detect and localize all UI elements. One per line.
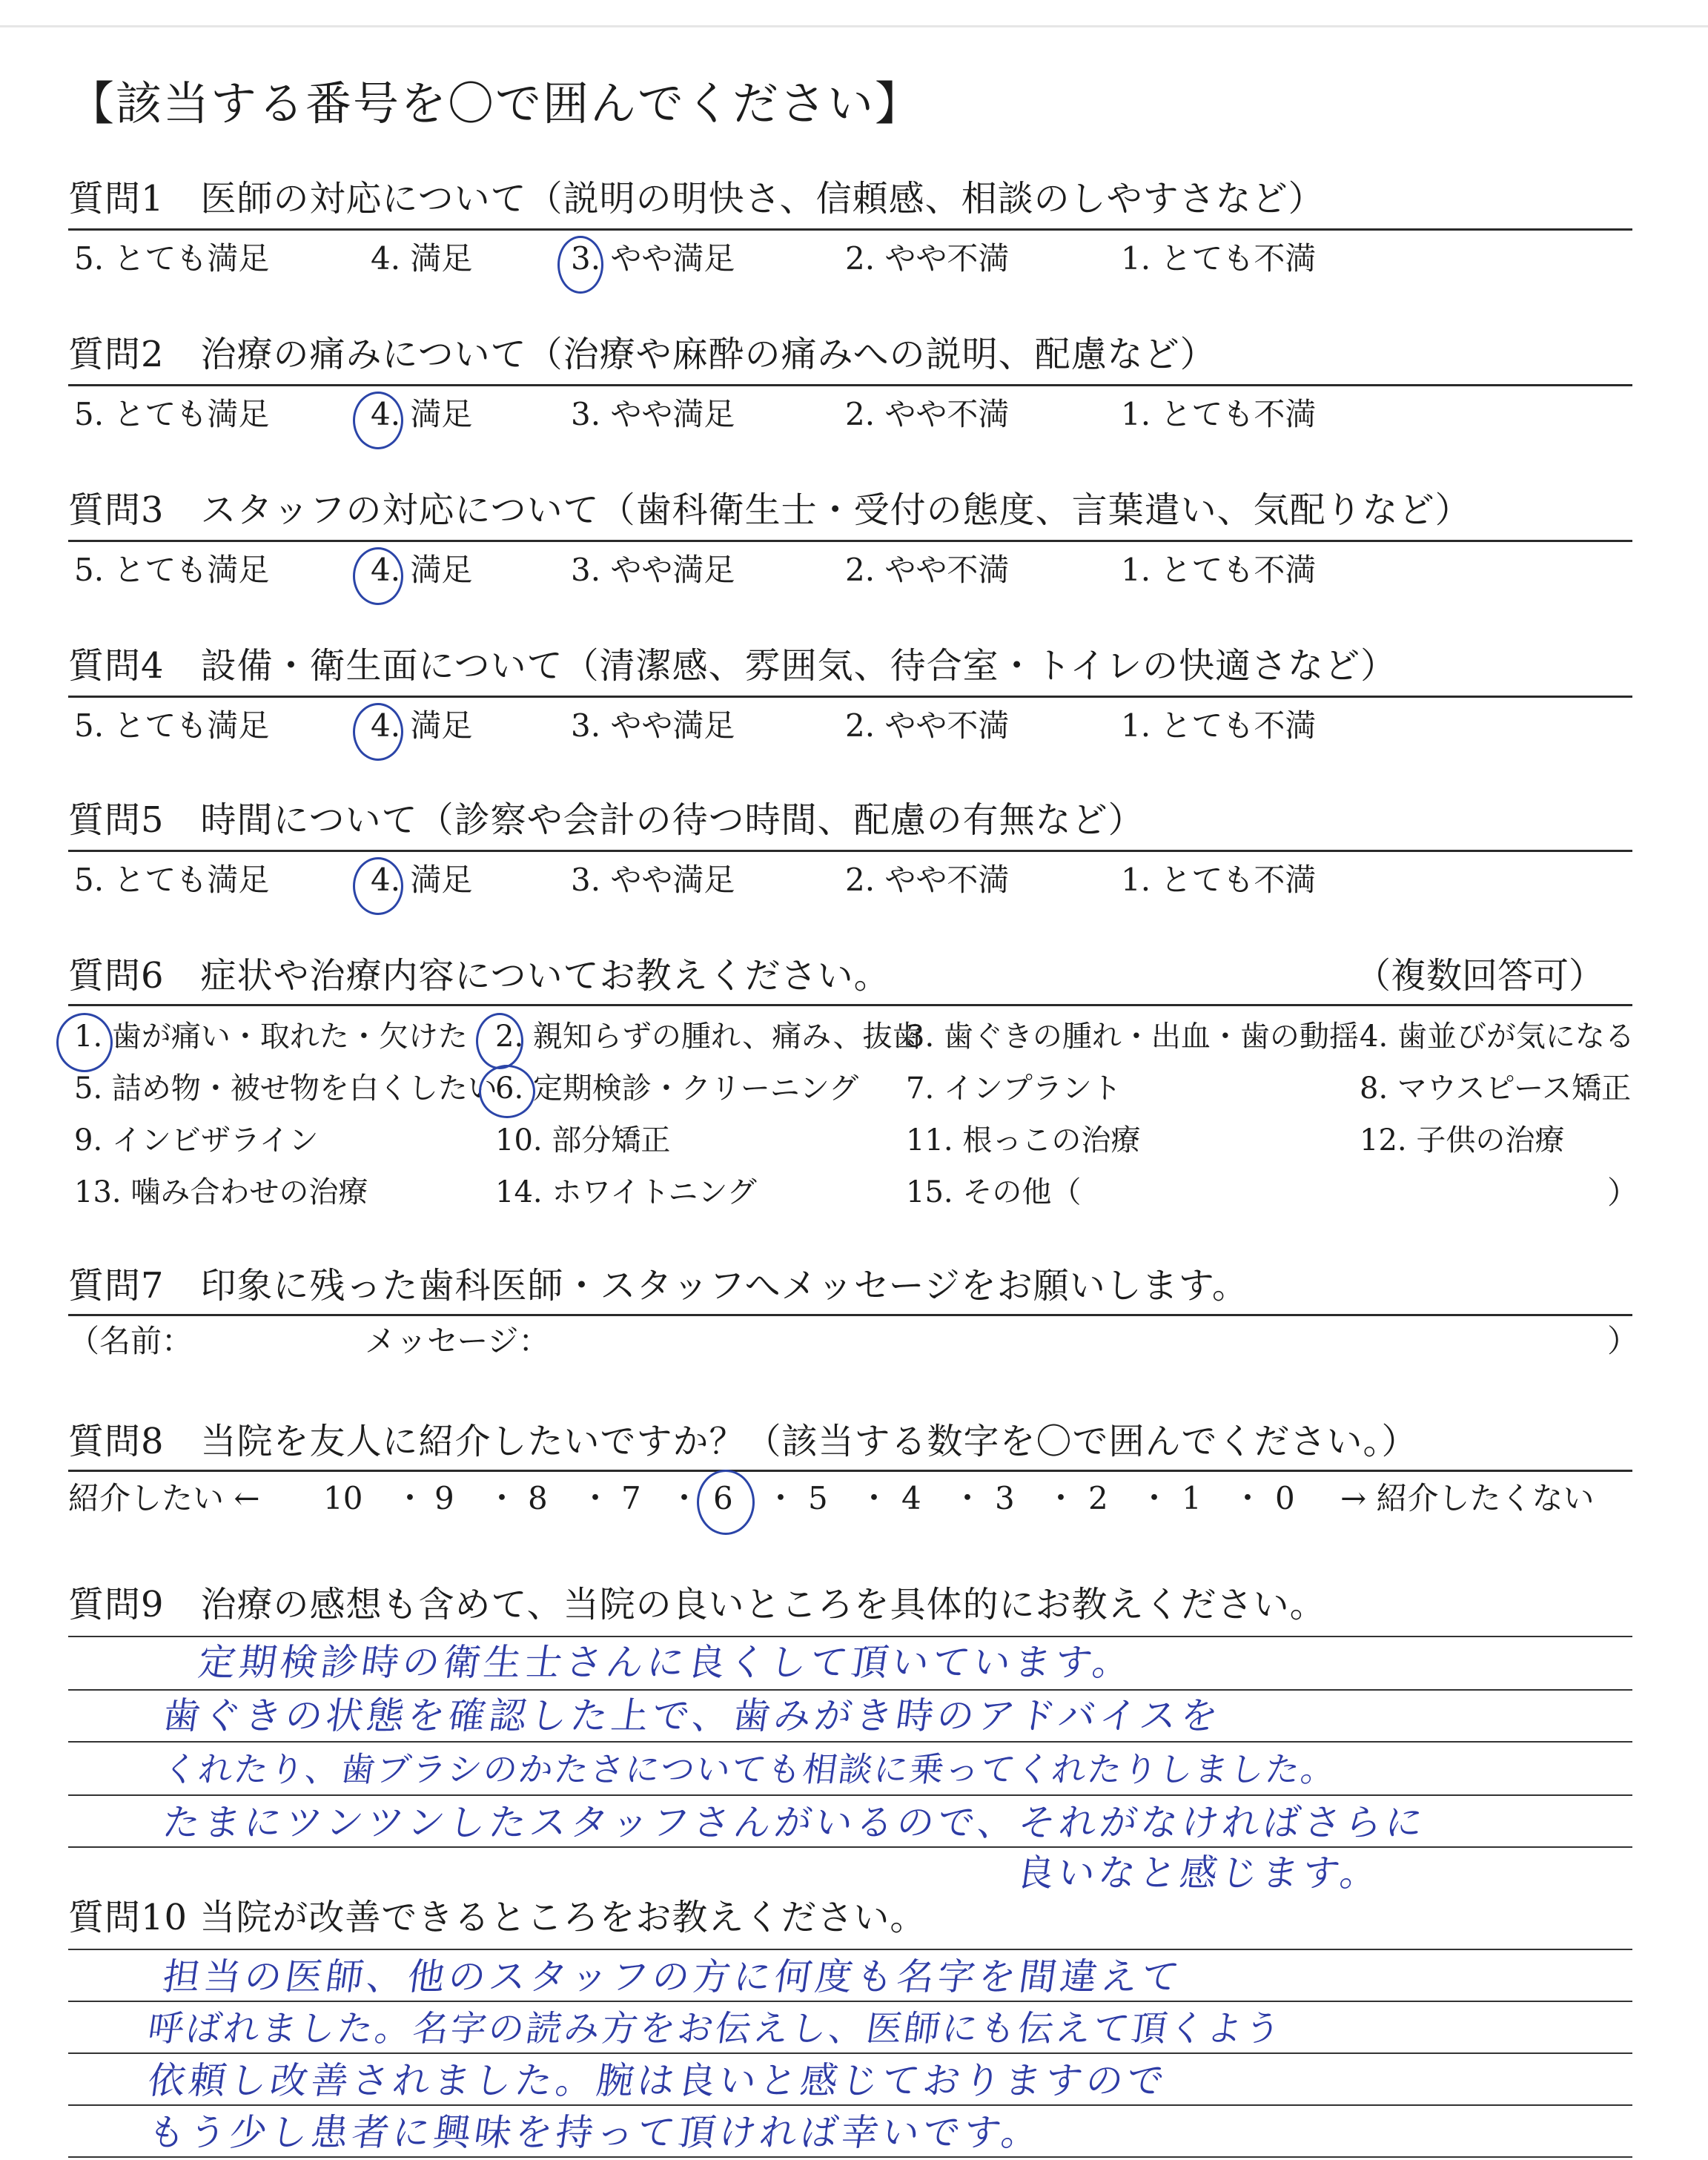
q1-selection-circle: [557, 236, 603, 294]
scan-edge-line: [0, 25, 1708, 27]
q6-option-13[interactable]: 13. 噛み合わせの治療: [74, 1175, 368, 1209]
q3-option-1[interactable]: 1. とても不満: [1121, 552, 1317, 588]
question-4-rule: [68, 696, 1632, 698]
q6-option-11[interactable]: 11. 根っこの治療: [906, 1123, 1141, 1157]
question-8-rule: [68, 1470, 1632, 1472]
page-heading: 【該当する番号を〇で囲んでください】: [68, 76, 923, 131]
q6-option-15[interactable]: 15. その他（: [906, 1175, 1082, 1209]
q5-selection-circle: [353, 857, 403, 915]
q8-scale-dot: ・: [486, 1480, 518, 1516]
q4-selection-circle: [353, 703, 403, 761]
q10-handwriting-line-4: もう少し患者に興味を持って頂ければ幸いです。: [145, 2111, 1046, 2154]
q5-option-2[interactable]: 2. やや不満: [845, 862, 1010, 898]
q6-other-close-paren: ）: [1607, 1175, 1639, 1211]
q8-scale-4[interactable]: 4: [901, 1480, 921, 1516]
question-1-rule: [68, 228, 1632, 231]
q8-scale-dot: ・: [952, 1480, 984, 1516]
question-8-title: 質問8 当院を友人に紹介したいですか？（該当する数字を〇で囲んでください。）: [68, 1421, 1418, 1462]
question-6-rule: [68, 1004, 1632, 1006]
question-2-rule: [68, 384, 1632, 386]
q5-option-4[interactable]: 4. 満足: [371, 862, 473, 898]
q8-scale-10[interactable]: 10: [323, 1480, 363, 1516]
q3-selection-circle: [353, 547, 403, 605]
q8-scale-dot: ・: [394, 1480, 426, 1516]
question-5-title: 質問5 時間について（診察や会計の待つ時間、配慮の有無など）: [68, 799, 1145, 841]
q8-scale-dot: ・: [765, 1480, 797, 1516]
q8-scale-dot: ・: [858, 1480, 890, 1516]
question-6-note: （複数回答可）: [1354, 955, 1604, 997]
q10-answer-line: [68, 2052, 1632, 2054]
q6-option-10[interactable]: 10. 部分矯正: [495, 1123, 671, 1157]
q6-option-5[interactable]: 5. 詰め物・被せ物を白くしたい: [74, 1071, 497, 1106]
question-7-rule: [68, 1314, 1632, 1316]
q3-option-3[interactable]: 3. やや満足: [571, 552, 735, 588]
q6-option-6[interactable]: 6. 定期検診・クリーニング: [495, 1071, 859, 1106]
q9-handwriting-line-5: 良いなと感じます。: [1013, 1852, 1385, 1895]
q6-option-8[interactable]: 8. マウスピース矯正: [1360, 1071, 1632, 1106]
q8-scale-1[interactable]: 1: [1182, 1480, 1202, 1516]
question-2-title: 質問2 治療の痛みについて（治療や麻酔の痛みへの説明、配慮など）: [68, 334, 1217, 375]
q8-scale-9[interactable]: 9: [434, 1480, 454, 1516]
q8-scale-0[interactable]: 0: [1275, 1480, 1295, 1516]
q7-close-paren: ）: [1607, 1323, 1639, 1359]
q2-selection-circle: [353, 392, 403, 449]
q10-answer-line: [68, 2104, 1632, 2106]
q6-selection-circle-2: [476, 1013, 523, 1069]
q2-option-2[interactable]: 2. やや不満: [845, 396, 1010, 432]
q8-scale-dot: ・: [1045, 1480, 1077, 1516]
q8-scale-2[interactable]: 2: [1088, 1480, 1108, 1516]
q6-option-12[interactable]: 12. 子供の治療: [1360, 1123, 1565, 1157]
q9-answer-line: [68, 1741, 1632, 1743]
q2-option-1[interactable]: 1. とても不満: [1121, 396, 1317, 432]
q8-selection-circle: [697, 1470, 755, 1535]
q3-option-5[interactable]: 5. とても満足: [74, 552, 270, 588]
q8-left-label: 紹介したい ←: [68, 1480, 260, 1516]
q6-option-1[interactable]: 1. 歯が痛い・取れた・欠けた: [74, 1020, 468, 1054]
q10-answer-line: [68, 1949, 1632, 1950]
q1-option-1[interactable]: 1. とても不満: [1121, 240, 1317, 277]
q6-option-14[interactable]: 14. ホワイトニング: [495, 1175, 757, 1209]
question-3-title: 質問3 スタッフの対応について（歯科衛生士・受付の態度、言葉遣い、気配りなど）: [68, 489, 1472, 531]
q10-answer-line: [68, 2001, 1632, 2002]
q8-right-label: → 紹介したくない: [1340, 1480, 1595, 1516]
question-5-rule: [68, 850, 1632, 852]
q6-option-7[interactable]: 7. インプラント: [906, 1071, 1122, 1106]
question-1-title: 質問1 医師の対応について（説明の明快さ、信頼感、相談のしやすさなど）: [68, 178, 1325, 219]
q9-answer-line: [68, 1689, 1632, 1691]
q2-option-5[interactable]: 5. とても満足: [74, 396, 270, 432]
q6-option-9[interactable]: 9. インビザライン: [74, 1123, 319, 1157]
q8-scale-5[interactable]: 5: [808, 1480, 828, 1516]
q6-selection-circle-1: [56, 1013, 113, 1072]
q4-option-5[interactable]: 5. とても満足: [74, 707, 270, 744]
question-10-title: 質問10 当院が改善できるところをお教えください。: [68, 1897, 927, 1938]
q2-option-3[interactable]: 3. やや満足: [571, 396, 735, 432]
q8-scale-7[interactable]: 7: [621, 1480, 641, 1516]
q7-message-label: メッセージ：: [365, 1323, 550, 1359]
q8-scale-8[interactable]: 8: [528, 1480, 548, 1516]
q8-scale-dot: ・: [580, 1480, 612, 1516]
q10-answer-line: [68, 2156, 1632, 2158]
q10-handwriting-line-2: 呼ばれました。名字の読み方をお伝えし、医師にも伝えて頂くよう: [145, 2008, 1285, 2050]
q6-option-3[interactable]: 3. 歯ぐきの腫れ・出血・歯の動揺: [906, 1020, 1359, 1054]
q8-scale-dot: ・: [669, 1480, 701, 1516]
q7-name-label: （名前：: [68, 1323, 193, 1359]
q4-option-4[interactable]: 4. 満足: [371, 707, 473, 744]
q5-option-3[interactable]: 3. やや満足: [571, 862, 735, 898]
q8-scale-dot: ・: [1139, 1480, 1171, 1516]
q1-option-5[interactable]: 5. とても満足: [74, 240, 270, 277]
q1-option-4[interactable]: 4. 満足: [371, 240, 473, 277]
q8-scale-6[interactable]: 6: [713, 1480, 733, 1516]
q9-handwriting-line-1: 定期検診時の衛生士さんに良くして頂いています。: [195, 1641, 1137, 1684]
q4-option-1[interactable]: 1. とても不満: [1121, 707, 1317, 744]
q9-answer-line: [68, 1636, 1632, 1637]
q9-handwriting-line-2: 歯ぐきの状態を確認した上で、歯みがき時のアドバイスを: [159, 1694, 1225, 1737]
q3-option-2[interactable]: 2. やや不満: [845, 552, 1010, 588]
q5-option-5[interactable]: 5. とても満足: [74, 862, 270, 898]
q9-handwriting-line-3: くれたり、歯ブラシのかたさについても相談に乗ってくれたりしました。: [160, 1749, 1340, 1789]
question-6-title: 質問6 症状や治療内容についてお教えください。: [68, 955, 890, 997]
q8-scale-3[interactable]: 3: [995, 1480, 1015, 1516]
q9-answer-line: [68, 1794, 1632, 1796]
q9-handwriting-line-4: たまにツンツンしたスタッフさんがいるので、それがなければさらに: [159, 1801, 1430, 1844]
q10-handwriting-line-1: 担当の医師、他のスタッフの方に何度も名字を間違えて: [159, 1955, 1186, 1998]
question-9-title: 質問9 治療の感想も含めて、当院の良いところを具体的にお教えください。: [68, 1584, 1326, 1625]
q9-answer-line: [68, 1846, 1632, 1848]
q6-selection-circle-6: [479, 1065, 535, 1118]
q2-option-4[interactable]: 4. 満足: [371, 396, 473, 432]
question-7-title: 質問7 印象に残った歯科医師・スタッフへメッセージをお願いします。: [68, 1265, 1248, 1307]
question-3-rule: [68, 540, 1632, 542]
q1-option-3[interactable]: 3. やや満足: [571, 240, 735, 277]
q4-option-3[interactable]: 3. やや満足: [571, 707, 735, 744]
q6-option-2[interactable]: 2. 親知らずの腫れ、痛み、抜歯: [495, 1020, 922, 1054]
q1-option-2[interactable]: 2. やや不満: [845, 240, 1010, 277]
q5-option-1[interactable]: 1. とても不満: [1121, 862, 1317, 898]
question-4-title: 質問4 設備・衛生面について（清潔感、雰囲気、待合室・トイレの快適さなど）: [68, 645, 1397, 687]
q10-handwriting-line-3: 依頼し改善されました。腕は良いと感じておりますので: [145, 2059, 1171, 2102]
q8-scale-dot: ・: [1232, 1480, 1264, 1516]
q4-option-2[interactable]: 2. やや不満: [845, 707, 1010, 744]
q6-option-4[interactable]: 4. 歯並びが気になる: [1360, 1020, 1635, 1054]
q3-option-4[interactable]: 4. 満足: [371, 552, 473, 588]
